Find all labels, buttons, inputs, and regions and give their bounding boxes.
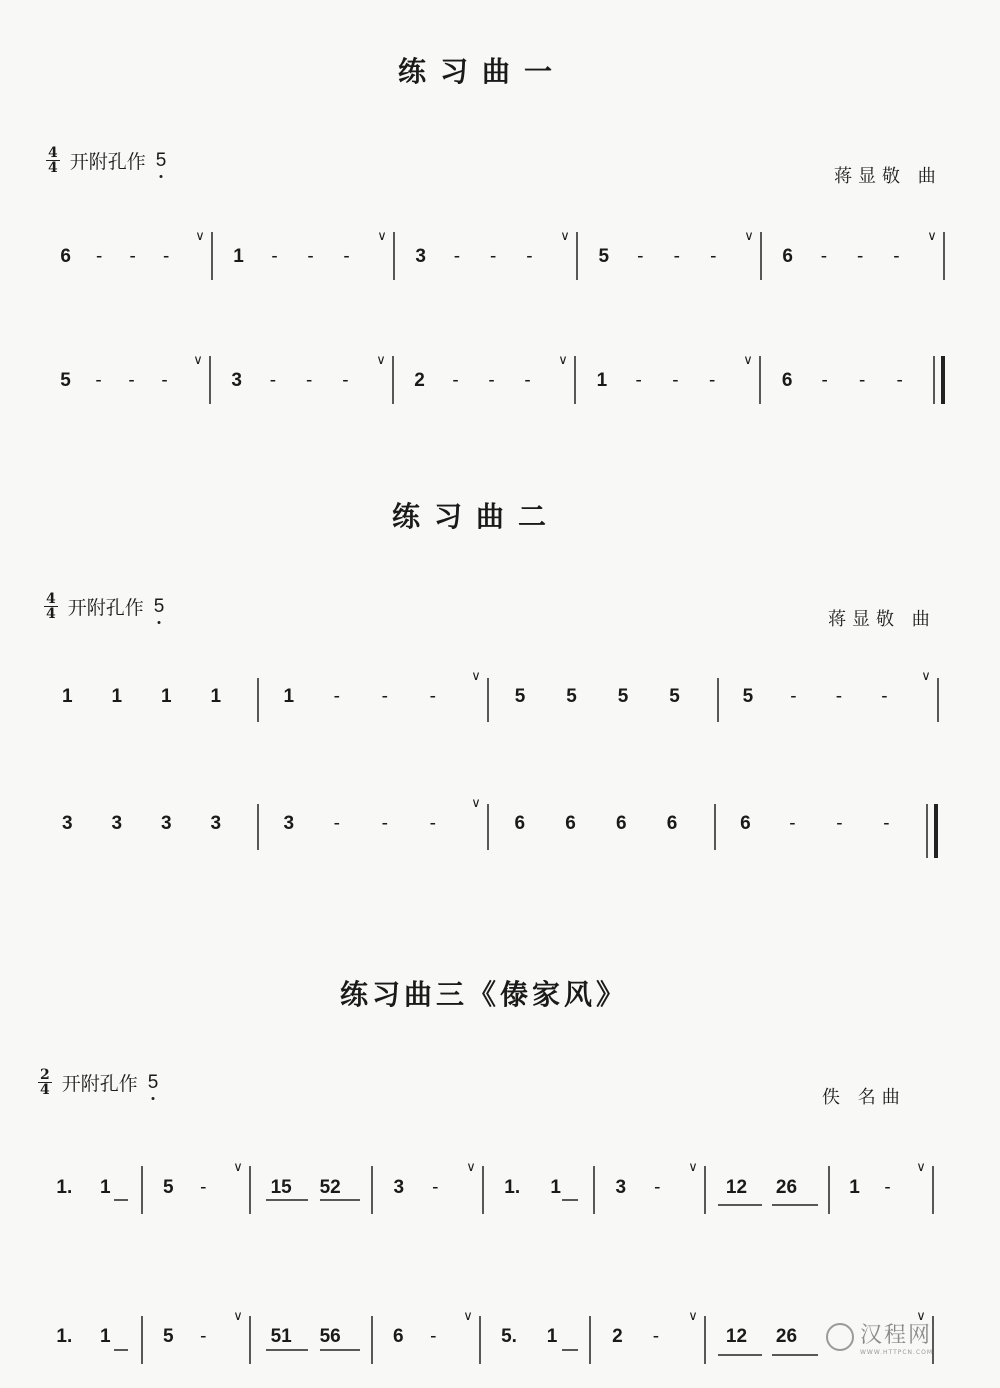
note: 1 [596, 370, 608, 391]
piece-2-composer: 蒋显敬 曲 [828, 609, 936, 630]
note: 2 [612, 1326, 623, 1347]
note: 1 [100, 1326, 111, 1347]
note: 3 [210, 813, 222, 834]
note: 56 [319, 1326, 341, 1347]
piece-3-title: 练习曲三《傣家风》 [340, 978, 629, 1011]
dash: - [835, 686, 843, 707]
piece-3-row-2 [114, 1316, 933, 1364]
dash: - [820, 246, 828, 267]
breath-mark: ∨ [927, 228, 937, 243]
note: 6 [666, 813, 678, 834]
note: 1 [111, 686, 123, 707]
note: 3 [161, 813, 172, 834]
piece-3-key-note: 5 [147, 1071, 159, 1093]
note: 5 [162, 1326, 174, 1347]
dash: - [307, 246, 314, 267]
piece-1-composer: 蒋显敬 曲 [834, 166, 942, 187]
note: 1. [504, 1177, 521, 1198]
note: 3 [393, 1177, 405, 1198]
breath-mark: ∨ [558, 352, 568, 367]
dash: - [453, 246, 461, 267]
note: 3 [283, 813, 295, 834]
dash: - [490, 246, 497, 267]
dash: - [881, 686, 888, 707]
dash: - [708, 370, 716, 391]
dash: - [654, 1177, 661, 1198]
note: 5 [742, 686, 754, 707]
breath-mark: ∨ [921, 668, 931, 683]
breath-mark: ∨ [233, 1159, 243, 1174]
dash: - [429, 686, 436, 707]
dash: - [333, 813, 340, 834]
dash: - [161, 370, 168, 391]
dash: - [381, 813, 388, 834]
note: 1 [210, 686, 222, 707]
note: 6 [60, 246, 72, 267]
note: 5 [598, 246, 610, 267]
watermark-logo-icon [826, 1323, 854, 1351]
note: 5 [669, 686, 680, 707]
dash: - [672, 370, 679, 391]
breath-mark: ∨ [916, 1308, 926, 1323]
piece-1-fingering-note: 开附孔作 [69, 151, 146, 173]
dash: - [333, 686, 340, 707]
dash: - [343, 246, 350, 267]
dash: - [95, 370, 102, 391]
dash: - [429, 813, 436, 834]
note: 6 [615, 813, 627, 834]
dash: - [269, 370, 277, 391]
breath-mark: ∨ [463, 1308, 473, 1323]
note: 3 [231, 370, 242, 391]
dash: - [163, 246, 170, 267]
breath-mark: ∨ [471, 795, 481, 810]
note: 15 [270, 1177, 292, 1198]
piece-2-key-note: 5 [153, 595, 165, 617]
watermark [826, 1318, 933, 1356]
dash: - [883, 813, 890, 834]
breath-mark: ∨ [560, 228, 570, 243]
dash: - [524, 370, 531, 391]
notes-layer [56, 228, 936, 1347]
piece-2-row-2 [258, 804, 936, 858]
breath-mark: ∨ [743, 352, 753, 367]
piece-3-time-signature: 2 4 [40, 1067, 50, 1098]
piece-1-row-2 [210, 356, 943, 404]
watermark-url: WWW.HTTPCN.COM [860, 1349, 934, 1356]
note: 1 [100, 1177, 111, 1198]
dash: - [271, 246, 278, 267]
breath-mark: ∨ [193, 352, 203, 367]
note: 6 [392, 1326, 404, 1347]
note: 1 [62, 686, 73, 707]
note: 5 [162, 1177, 174, 1198]
note: 6 [514, 813, 526, 834]
note: 26 [775, 1177, 798, 1198]
note: 12 [725, 1177, 748, 1198]
dash: - [200, 1326, 207, 1347]
dash: - [452, 370, 459, 391]
dash: - [635, 370, 642, 391]
note: 6 [781, 370, 793, 391]
note: 5. [501, 1326, 517, 1347]
breath-mark: ∨ [744, 228, 754, 243]
dash: - [381, 686, 388, 707]
dash: - [128, 370, 135, 391]
breath-mark: ∨ [466, 1159, 476, 1174]
dash: - [836, 813, 843, 834]
note: 5 [514, 686, 526, 707]
breath-mark: ∨ [688, 1159, 698, 1174]
piece-2-fingering-note: 开附孔作 [67, 597, 144, 619]
piece-2-meta [44, 592, 164, 621]
dash: - [896, 370, 903, 391]
breath-mark: ∨ [377, 228, 387, 243]
breath-mark: ∨ [471, 668, 481, 683]
note: 3 [111, 813, 123, 834]
note: 52 [319, 1177, 341, 1198]
note: 3 [415, 246, 426, 267]
dash: - [789, 813, 796, 834]
piece-3-composer: 佚 名曲 [822, 1087, 906, 1108]
dash: - [306, 370, 313, 391]
note: 1 [283, 686, 295, 707]
piece-1-title: 练习曲一 [398, 55, 567, 88]
dash: - [884, 1177, 891, 1198]
note: 5 [566, 686, 577, 707]
note: 6 [740, 813, 751, 834]
dash: - [526, 246, 533, 267]
dash: - [893, 246, 900, 267]
dash: - [200, 1177, 207, 1198]
breath-mark: ∨ [233, 1308, 243, 1323]
dash: - [673, 246, 680, 267]
breath-mark: ∨ [195, 228, 205, 243]
note: 1 [161, 686, 172, 707]
note: 1. [56, 1326, 73, 1347]
note: 12 [725, 1326, 748, 1347]
piece-1-row-1 [212, 232, 944, 280]
piece-3-meta [38, 1068, 158, 1097]
dash: - [858, 370, 866, 391]
dash: - [652, 1326, 660, 1347]
dash: - [488, 370, 495, 391]
dash: - [821, 370, 828, 391]
piece-2-title: 练习曲二 [392, 500, 561, 533]
note: 2 [414, 370, 425, 391]
piece-2-time-signature: 4 4 [46, 591, 56, 622]
note: 26 [775, 1326, 798, 1347]
watermark-text: 汉程网 [860, 1323, 933, 1348]
dash: - [430, 1326, 437, 1347]
note: 1 [546, 1326, 558, 1347]
note: 1. [56, 1177, 73, 1198]
note: 5 [60, 370, 71, 391]
note: 51 [270, 1326, 292, 1347]
note: 5 [617, 686, 629, 707]
note: 3 [62, 813, 73, 834]
note: 1 [849, 1177, 860, 1198]
note: 3 [615, 1177, 627, 1198]
note: 6 [565, 813, 576, 834]
dash: - [129, 246, 136, 267]
breath-mark: ∨ [688, 1308, 698, 1323]
piece-1-key-note: 5 [155, 149, 167, 171]
dash: - [342, 370, 349, 391]
dash: - [96, 246, 103, 267]
breath-mark: ∨ [376, 352, 386, 367]
dash: - [710, 246, 717, 267]
piece-3-fingering-note: 开附孔作 [61, 1073, 138, 1095]
dash: - [857, 246, 864, 267]
dash: - [790, 686, 797, 707]
note: 6 [782, 246, 793, 267]
breath-mark: ∨ [916, 1159, 926, 1174]
note: 1 [550, 1177, 562, 1198]
dash: - [432, 1177, 439, 1198]
dash: - [637, 246, 644, 267]
piece-1-time-signature: 4 4 [48, 145, 58, 176]
note: 1 [233, 246, 244, 267]
